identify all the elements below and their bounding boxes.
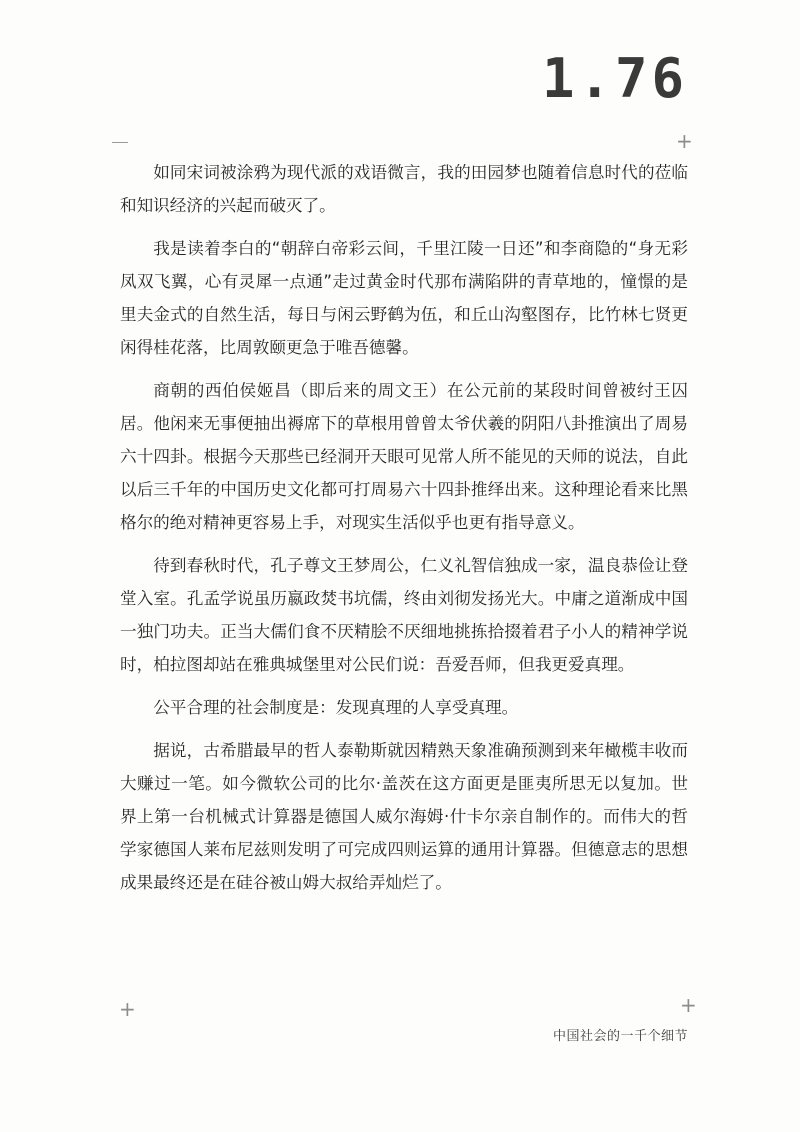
paragraph: 公平合理的社会制度是：发现真理的人享受真理。 xyxy=(153,698,519,717)
paragraph: 商朝的西伯侯姬昌（即后来的周文王）在公元前的某段时间曾被纣王囚居。他闲来无事便抽出褥席下的草根用曾曾太爷伏羲的阴阳八卦推演出了周易六十四卦。根据今天那些已经洞开天眼可见常人所不能见的天师的说法，自此以后三千年的中国历史文化都可打周易六十四卦推绎出来。这种理论看来比黑格尔的绝对精神更容易上手，对现实生活似乎也更有指导意义。 xyxy=(120,381,688,532)
running-footer: 中国社会的一千个细节 xyxy=(552,1029,688,1044)
paragraph: 待到春秋时代，孔子尊文王梦周公，仁义礼智信独成一家，温良恭俭让登堂入室。孔孟学说虽历嬴政焚书坑儒，终由刘彻发扬光大。中庸之道渐成中国一独门功夫。正当大儒们食不厌精脍不厌细地挑拣拾掇着君子小人的精神学说时，柏拉图却站在雅典城堡里对公民们说：吾爱吾师，但我更爱真理。 xyxy=(120,556,688,674)
crop-mark-top-left xyxy=(112,142,128,143)
body-text xyxy=(120,156,688,909)
paragraph: 我是读着李白的“朝辞白帝彩云间，千里江陵一日还”和李商隐的“身无彩凤双飞翼，心有灵犀一点通”走过黄金时代那布满陷阱的青草地的，憧憬的是里夫金式的自然生活，每日与闲云野鹤为伍，和丘山沟壑图存，比竹林七贤更闲得桂花落，比周敦颐更急于唯吾德馨。 xyxy=(120,239,688,357)
crop-mark-top-right: + xyxy=(676,129,693,153)
crop-mark-bottom-left: + xyxy=(119,997,136,1021)
page-number: 1.76 xyxy=(541,47,688,110)
paragraph: 据说，古希腊最早的哲人泰勒斯就因精熟天象准确预测到来年橄榄丰收而大赚过一笔。如今微软公司的比尔·盖茨在这方面更是匪夷所思无以复加。世界上第一台机械式计算器是德国人威尔海姆·什卡尔亲自制作的。而伟大的哲学家德国人莱布尼兹则发明了可完成四则运算的通用计算器。但德意志的思想成果最终还是在硅谷被山姆大叔给弄灿烂了。 xyxy=(120,741,688,892)
paragraph: 如同宋词被涂鸦为现代派的戏语微言，我的田园梦也随着信息时代的莅临和知识经济的兴起而破灭了。 xyxy=(120,163,688,215)
crop-mark-bottom-right: + xyxy=(680,993,697,1017)
